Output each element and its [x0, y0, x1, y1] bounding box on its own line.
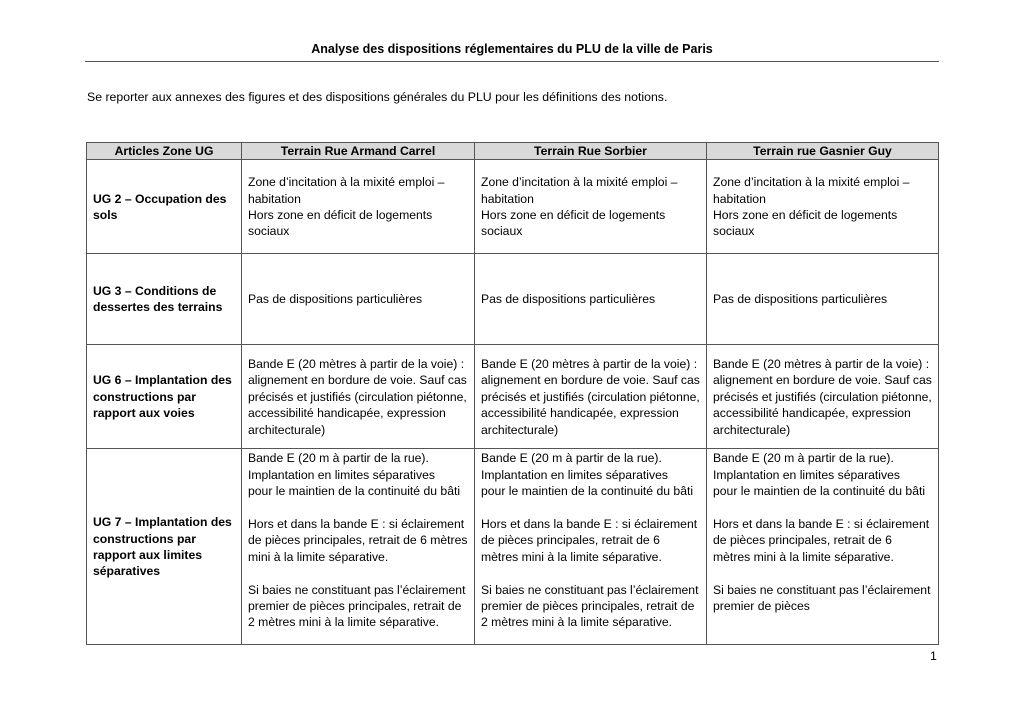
- table-cell: Zone d’incitation à la mixité emploi – habitation Hors zone en déficit de logements sociaux: [242, 160, 475, 254]
- table-cell: Pas de dispositions particulières: [242, 254, 475, 345]
- article-label: UG 6 – Implantation des constructions par rapport aux voies: [87, 345, 242, 449]
- column-header: Terrain Rue Sorbier: [475, 143, 707, 160]
- header-divider: [85, 61, 939, 62]
- table-cell: Bande E (20 m à partir de la rue). Implantation en limites séparatives pour le maintien de la continuité du bâti Hors et dans la bande E : si éclairement de pièces principales, retrait de 6 mètres mini à la limite séparative. Si baies ne constituant pas l’éclairement premier de pièces principales, retrait de 2 mètres mini à la limite séparative.: [242, 449, 475, 645]
- column-header: Terrain rue Gasnier Guy: [707, 143, 939, 160]
- table-row: [87, 345, 939, 449]
- article-label: UG 7 – Implantation des constructions par rapport aux limites séparatives: [87, 449, 242, 645]
- table-row: [87, 254, 939, 345]
- table-row: [87, 449, 939, 645]
- table-cell: Bande E (20 mètres à partir de la voie) : alignement en bordure de voie. Sauf cas précisés et justifiés (circulation piétonne, accessibilité handicapée, expression architecturale): [242, 345, 475, 449]
- intro-paragraph: Se reporter aux annexes des figures et des dispositions générales du PLU pour les définitions des notions.: [87, 90, 668, 104]
- table-cell: Pas de dispositions particulières: [475, 254, 707, 345]
- table-cell: Pas de dispositions particulières: [707, 254, 939, 345]
- table-cell: Bande E (20 m à partir de la rue). Implantation en limites séparatives pour le maintien de la continuité du bâti Hors et dans la bande E : si éclairement de pièces principales, retrait de 6 mètres mini à la limite séparative. Si baies ne constituant pas l’éclairement premier de pièces: [707, 449, 939, 645]
- table-row: [87, 160, 939, 254]
- page-number: 1: [930, 649, 937, 663]
- article-label: UG 3 – Conditions de dessertes des terrains: [87, 254, 242, 345]
- table-cell: Bande E (20 m à partir de la rue). Implantation en limites séparatives pour le maintien de la continuité du bâti Hors et dans la bande E : si éclairement de pièces principales, retrait de 6 mètres mini à la limite séparative. Si baies ne constituant pas l’éclairement premier de pièces principales, retrait de 2 mètres mini à la limite séparative.: [475, 449, 707, 645]
- table-cell: Bande E (20 mètres à partir de la voie) : alignement en bordure de voie. Sauf cas précisés et justifiés (circulation piétonne, accessibilité handicapée, expression architecturale): [707, 345, 939, 449]
- table-cell: Zone d’incitation à la mixité emploi – habitation Hors zone en déficit de logements sociaux: [707, 160, 939, 254]
- column-header: Terrain Rue Armand Carrel: [242, 143, 475, 160]
- page-header-title: Analyse des dispositions réglementaires du PLU de la ville de Paris: [311, 42, 713, 56]
- article-label: UG 2 – Occupation des sols: [87, 160, 242, 254]
- table-cell: Bande E (20 mètres à partir de la voie) : alignement en bordure de voie. Sauf cas précisés et justifiés (circulation piétonne, accessibilité handicapée, expression architecturale): [475, 345, 707, 449]
- plu-comparison-table: [86, 142, 939, 645]
- table-cell: Zone d’incitation à la mixité emploi – habitation Hors zone en déficit de logements sociaux: [475, 160, 707, 254]
- column-header: Articles Zone UG: [87, 143, 242, 160]
- table-header-row: [87, 143, 939, 160]
